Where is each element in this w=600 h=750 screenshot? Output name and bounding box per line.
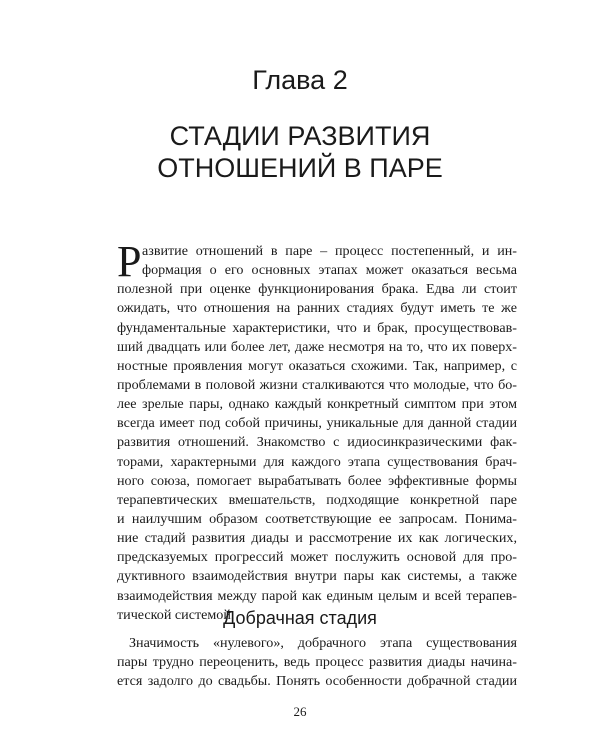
paragraph-line: ние стадий развития диады и рассмотрение их как логических,	[117, 530, 517, 547]
paragraph-line: азвитие отношений в паре – процесс постепенный, и ин-	[142, 243, 517, 259]
chapter-title-line-2: ОТНОШЕНИЙ В ПАРЕ	[157, 153, 443, 183]
paragraph-line: торами, характерными для каждого этапа существования брач-	[117, 453, 517, 470]
paragraph-line: терапевтических вмешательств, подходящие конкретной паре	[117, 491, 517, 508]
paragraph-line: всегда имеет под собой причины, уникальные для данной стадии	[117, 415, 517, 432]
paragraph-line: ший двадцать или более лет, даже несмотря на то, что их поверх-	[117, 338, 517, 355]
paragraph-line: проблемами в половой жизни сталкиваются что молодые, что бо-	[117, 376, 517, 393]
paragraph-line: лее зрелые пары, однако каждый конкретный симптом при этом	[117, 396, 517, 413]
intro-paragraph	[117, 237, 517, 625]
drop-cap: Р	[117, 237, 142, 286]
paragraph-line: тической системой.	[117, 606, 235, 623]
chapter-label: Глава 2	[252, 65, 348, 95]
paragraph-line: ного союза, помогает вырабатывать более эффективные формы	[117, 472, 517, 489]
paragraph-line: фундаментальные характеристики, что и брак, просуществовав-	[117, 319, 517, 336]
chapter-title-line-1: СТАДИИ РАЗВИТИЯ	[169, 121, 431, 151]
paragraph-line: ожидать, что отношения на ранних стадиях будут иметь те же	[117, 300, 517, 317]
section-heading: Добрачная стадия	[223, 608, 377, 628]
paragraph-line: ностные проявления могут оказаться схожими. Так, например, с	[117, 357, 517, 374]
section-paragraph	[117, 634, 517, 691]
paragraph-line: пары трудно переоценить, ведь процесс развития диады начина-	[117, 654, 517, 671]
paragraph-line: развития отношений. Знакомство с идиосинкразическими фак-	[117, 434, 517, 451]
chapter-title	[0, 120, 600, 184]
paragraph-line: дуктивного взаимодействия внутри пары как системы, а также	[117, 568, 517, 585]
paragraph-line: формация о его основных этапах может оказаться весьма	[142, 262, 517, 279]
paragraph-line: взаимодействия между парой как единым целым и всей терапев-	[117, 587, 517, 604]
paragraph-line: ется задолго до свадьбы. Понять особенности добрачной стадии	[117, 673, 517, 690]
paragraph-line: Значимость «нулевого», добрачного этапа существования	[129, 635, 517, 651]
paragraph-line: предсказуемых прогрессий может послужить основой для про-	[117, 549, 517, 566]
paragraph-line: и наилучшим образом соответствующие ее запросам. Понима-	[117, 510, 517, 527]
page-number: 26	[293, 704, 307, 719]
paragraph-line: полезной при оценке функционирования брака. Едва ли стоит	[117, 281, 517, 298]
